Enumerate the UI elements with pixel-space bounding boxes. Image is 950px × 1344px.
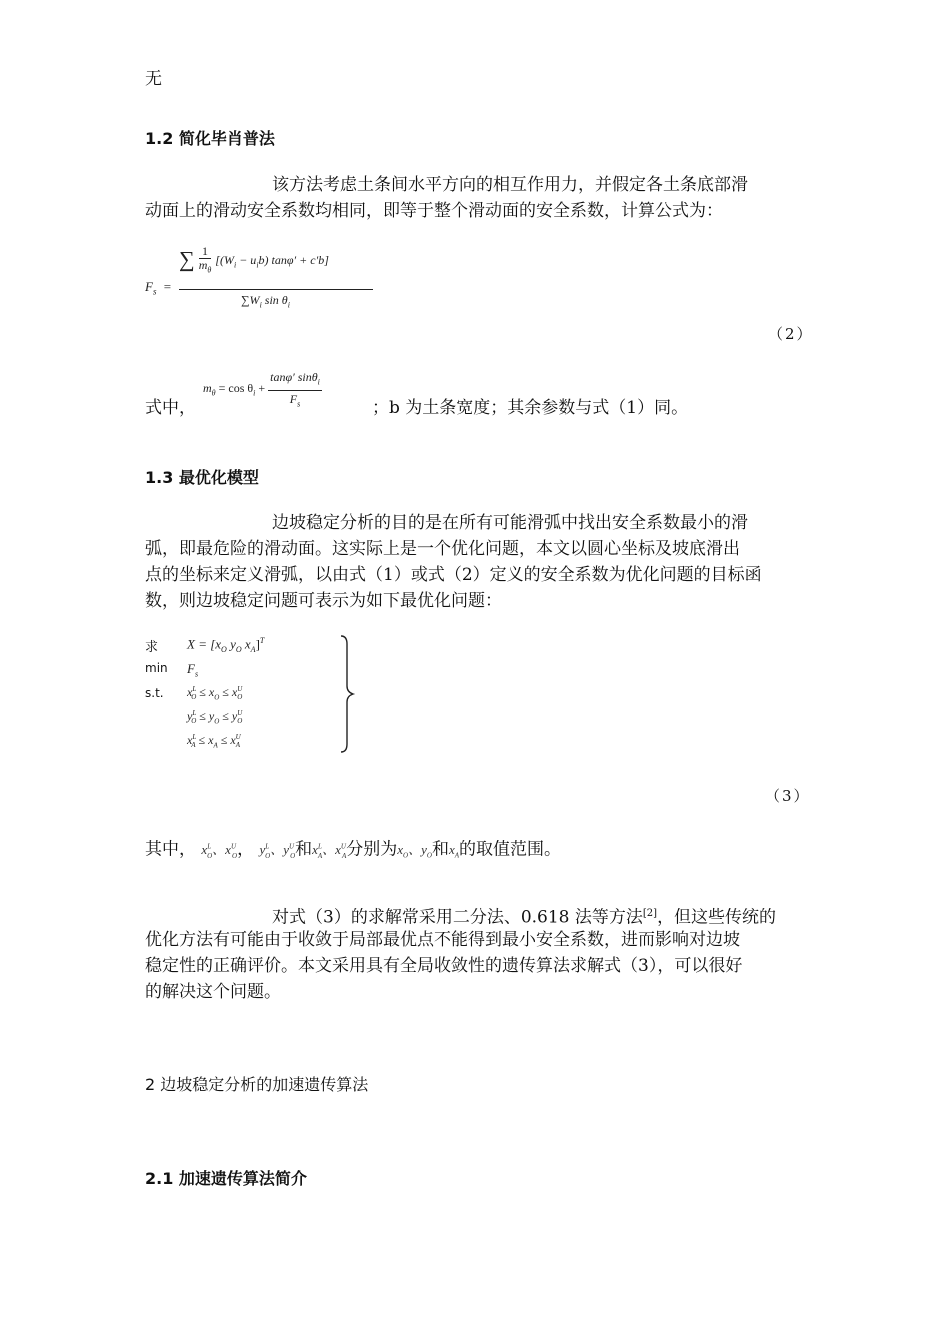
page-top-char: 无 bbox=[145, 69, 162, 89]
opt-expr: ] bbox=[255, 636, 260, 652]
sub: A bbox=[213, 741, 218, 750]
paragraph-line: 点的坐标来定义滑弧，以由式（1）或式（2）定义的安全系数为优化问题的目标函 bbox=[145, 565, 762, 585]
range-prefix: 其中， bbox=[145, 839, 196, 860]
eq-sub-i: i bbox=[287, 300, 290, 310]
range-suffix: 的取值范围。 bbox=[459, 839, 562, 860]
sum-symbol: ∑ bbox=[179, 246, 195, 272]
eq-sub-i: i bbox=[256, 260, 259, 270]
eq-den-part: sin θ bbox=[261, 293, 288, 307]
section-heading-1-3: 1.3 最优化模型 bbox=[145, 468, 259, 487]
opt-expr: F bbox=[187, 661, 195, 676]
opt-expr: x bbox=[187, 733, 193, 747]
opt-expr: y bbox=[208, 709, 215, 723]
paragraph-line: 弧，即最危险的滑动面。这实际上是一个优化问题，本文以圆心坐标及坡底滑出 bbox=[145, 539, 740, 559]
sub: O bbox=[214, 693, 220, 702]
var: y bbox=[283, 842, 290, 858]
sub: s bbox=[194, 669, 199, 679]
eq-m: m bbox=[198, 258, 208, 272]
sub: A bbox=[454, 851, 460, 860]
var: x bbox=[225, 842, 231, 858]
opt-expr: x bbox=[208, 685, 215, 699]
range-and: 和 bbox=[295, 839, 313, 860]
sup: U bbox=[230, 843, 237, 851]
where-prefix: 式中， bbox=[145, 398, 196, 418]
opt-row-5 bbox=[187, 733, 240, 749]
paragraph-line: 边坡稳定分析的目的是在所有可能滑弧中找出安全系数最小的滑 bbox=[272, 513, 748, 533]
opt-row-4 bbox=[187, 709, 242, 725]
sup: L bbox=[317, 843, 322, 851]
opt-label: s.t. bbox=[145, 686, 164, 700]
meq-den: F bbox=[289, 392, 298, 407]
sup: U bbox=[237, 709, 243, 717]
sup: U bbox=[340, 843, 346, 851]
sub: A bbox=[341, 851, 347, 860]
sup: L bbox=[207, 843, 212, 851]
sub: O bbox=[426, 851, 432, 860]
right-brace bbox=[337, 634, 357, 754]
eq-sub-i: i bbox=[253, 388, 256, 398]
meq-sub: θ bbox=[211, 388, 216, 398]
opt-expr: x bbox=[208, 733, 214, 747]
sup: U bbox=[235, 733, 241, 741]
section-heading-2: 2 边坡稳定分析的加速遗传算法 bbox=[145, 1075, 369, 1094]
eq-sub-i: i bbox=[259, 300, 262, 310]
var: x bbox=[312, 842, 318, 858]
equation-number: （3） bbox=[765, 787, 811, 805]
sup: U bbox=[289, 843, 295, 851]
eq-one: 1 bbox=[199, 245, 212, 259]
sub: O bbox=[191, 693, 197, 702]
opt-row-1 bbox=[187, 636, 264, 654]
eq-lhs: F bbox=[145, 279, 153, 294]
paragraph-line: 该方法考虑土条间水平方向的相互作用力，并假定各土条底部滑 bbox=[272, 175, 748, 195]
eq-num-part: b) tanφ′ + c′b] bbox=[258, 253, 329, 268]
sub: O bbox=[235, 644, 242, 654]
opt-expr: y bbox=[187, 709, 193, 723]
meq-den-sub: s bbox=[297, 399, 301, 409]
m-theta-definition bbox=[203, 369, 322, 413]
var: x bbox=[201, 842, 208, 858]
sub: O bbox=[237, 693, 243, 702]
var: y bbox=[259, 842, 266, 858]
meq-mid: = cos θ bbox=[218, 381, 254, 395]
sub: A bbox=[235, 741, 240, 750]
eq-m-sub: θ bbox=[207, 265, 212, 275]
equation-number: （2） bbox=[768, 325, 814, 343]
le: ≤ bbox=[222, 685, 229, 699]
sup: L bbox=[192, 685, 197, 693]
sub: O bbox=[403, 851, 409, 860]
eq-den: ∑W bbox=[241, 293, 260, 307]
eq-num-part: [(W bbox=[215, 253, 234, 268]
le: ≤ bbox=[199, 709, 206, 723]
var: x bbox=[448, 842, 455, 858]
opt-expr: x bbox=[187, 685, 193, 699]
meq-lhs: m bbox=[203, 381, 212, 395]
opt-row-2 bbox=[187, 661, 198, 679]
sup: U bbox=[237, 685, 243, 693]
range-and: 和 bbox=[431, 839, 449, 860]
le: ≤ bbox=[199, 685, 206, 699]
sub: A bbox=[191, 741, 196, 750]
eq-sub-i: i bbox=[317, 377, 320, 387]
optimization-model bbox=[145, 632, 365, 757]
meq-plus: + bbox=[258, 381, 266, 395]
var: x bbox=[397, 842, 404, 858]
range-mid: 分别为 bbox=[346, 839, 398, 860]
opt-row-3 bbox=[187, 685, 242, 701]
le: ≤ bbox=[220, 733, 228, 747]
citation: [2] bbox=[642, 908, 658, 919]
para-text: ，但这些传统的 bbox=[657, 907, 777, 928]
section-heading-1-2: 1.2 简化毕肖普法 bbox=[145, 129, 275, 148]
eq-lhs-sub: s bbox=[152, 286, 157, 297]
para-text: 对式（3）的求解常采用二分法、0.618 法等方法 bbox=[272, 907, 643, 928]
opt-expr: x bbox=[241, 636, 251, 652]
range-line: 其中， $x^L_O$、$x^U_O$， $y^L_O$、$y^U_O$和$x^L_A$、$x^U_A$分别为$x_O$、$y_O$和$x_A$的取值范围。 bbox=[145, 839, 562, 860]
sup: L bbox=[192, 709, 197, 717]
le: ≤ bbox=[198, 733, 206, 747]
paragraph-line: 稳定性的正确评价。本文采用具有全局收敛性的遗传算法求解式（3），可以很好 bbox=[145, 956, 743, 976]
eq-num-part: − u bbox=[236, 253, 257, 268]
paragraph-line: 优化方法有可能由于收敛于局部最优点不能得到最小安全系数，进而影响对边坡 bbox=[145, 930, 740, 950]
opt-expr: x bbox=[231, 685, 238, 699]
sup: L bbox=[192, 733, 197, 741]
opt-expr: y bbox=[226, 636, 236, 652]
sub: O bbox=[221, 644, 227, 654]
sub: A bbox=[250, 644, 256, 654]
sub: O bbox=[237, 717, 243, 726]
opt-label: min bbox=[145, 661, 168, 675]
le: ≤ bbox=[222, 709, 229, 723]
sub: O bbox=[290, 851, 296, 860]
var: x bbox=[335, 842, 341, 858]
sup: L bbox=[265, 843, 270, 851]
var: y bbox=[421, 842, 427, 858]
sub: O bbox=[207, 851, 213, 860]
sub: O bbox=[265, 851, 271, 860]
paragraph-line: 的解决这个问题。 bbox=[145, 982, 281, 1002]
paragraph-line: 动面上的滑动安全系数均相同，即等于整个滑动面的安全系数，计算公式为： bbox=[145, 201, 723, 221]
where-suffix: ；b 为土条宽度；其余参数与式（1）同。 bbox=[372, 398, 689, 418]
sub: O bbox=[191, 717, 197, 726]
sup: T bbox=[259, 636, 265, 645]
fraction-bar bbox=[179, 289, 373, 290]
opt-expr: x bbox=[230, 733, 236, 747]
opt-expr: X = [x bbox=[187, 636, 222, 652]
sub: O bbox=[232, 851, 238, 860]
equation-2 bbox=[145, 243, 405, 323]
sub: O bbox=[214, 717, 220, 726]
opt-label: 求 bbox=[145, 640, 159, 655]
paragraph-line: 数，则边坡稳定问题可表示为如下最优化问题： bbox=[145, 591, 502, 611]
eq-equals: = bbox=[163, 279, 172, 294]
section-heading-2-1: 2.1 加速遗传算法简介 bbox=[145, 1169, 307, 1188]
eq-sub-i: i bbox=[233, 260, 237, 270]
sub: A bbox=[317, 851, 323, 860]
opt-expr: y bbox=[231, 709, 238, 723]
meq-num: tanφ′ sinθ bbox=[270, 370, 318, 384]
